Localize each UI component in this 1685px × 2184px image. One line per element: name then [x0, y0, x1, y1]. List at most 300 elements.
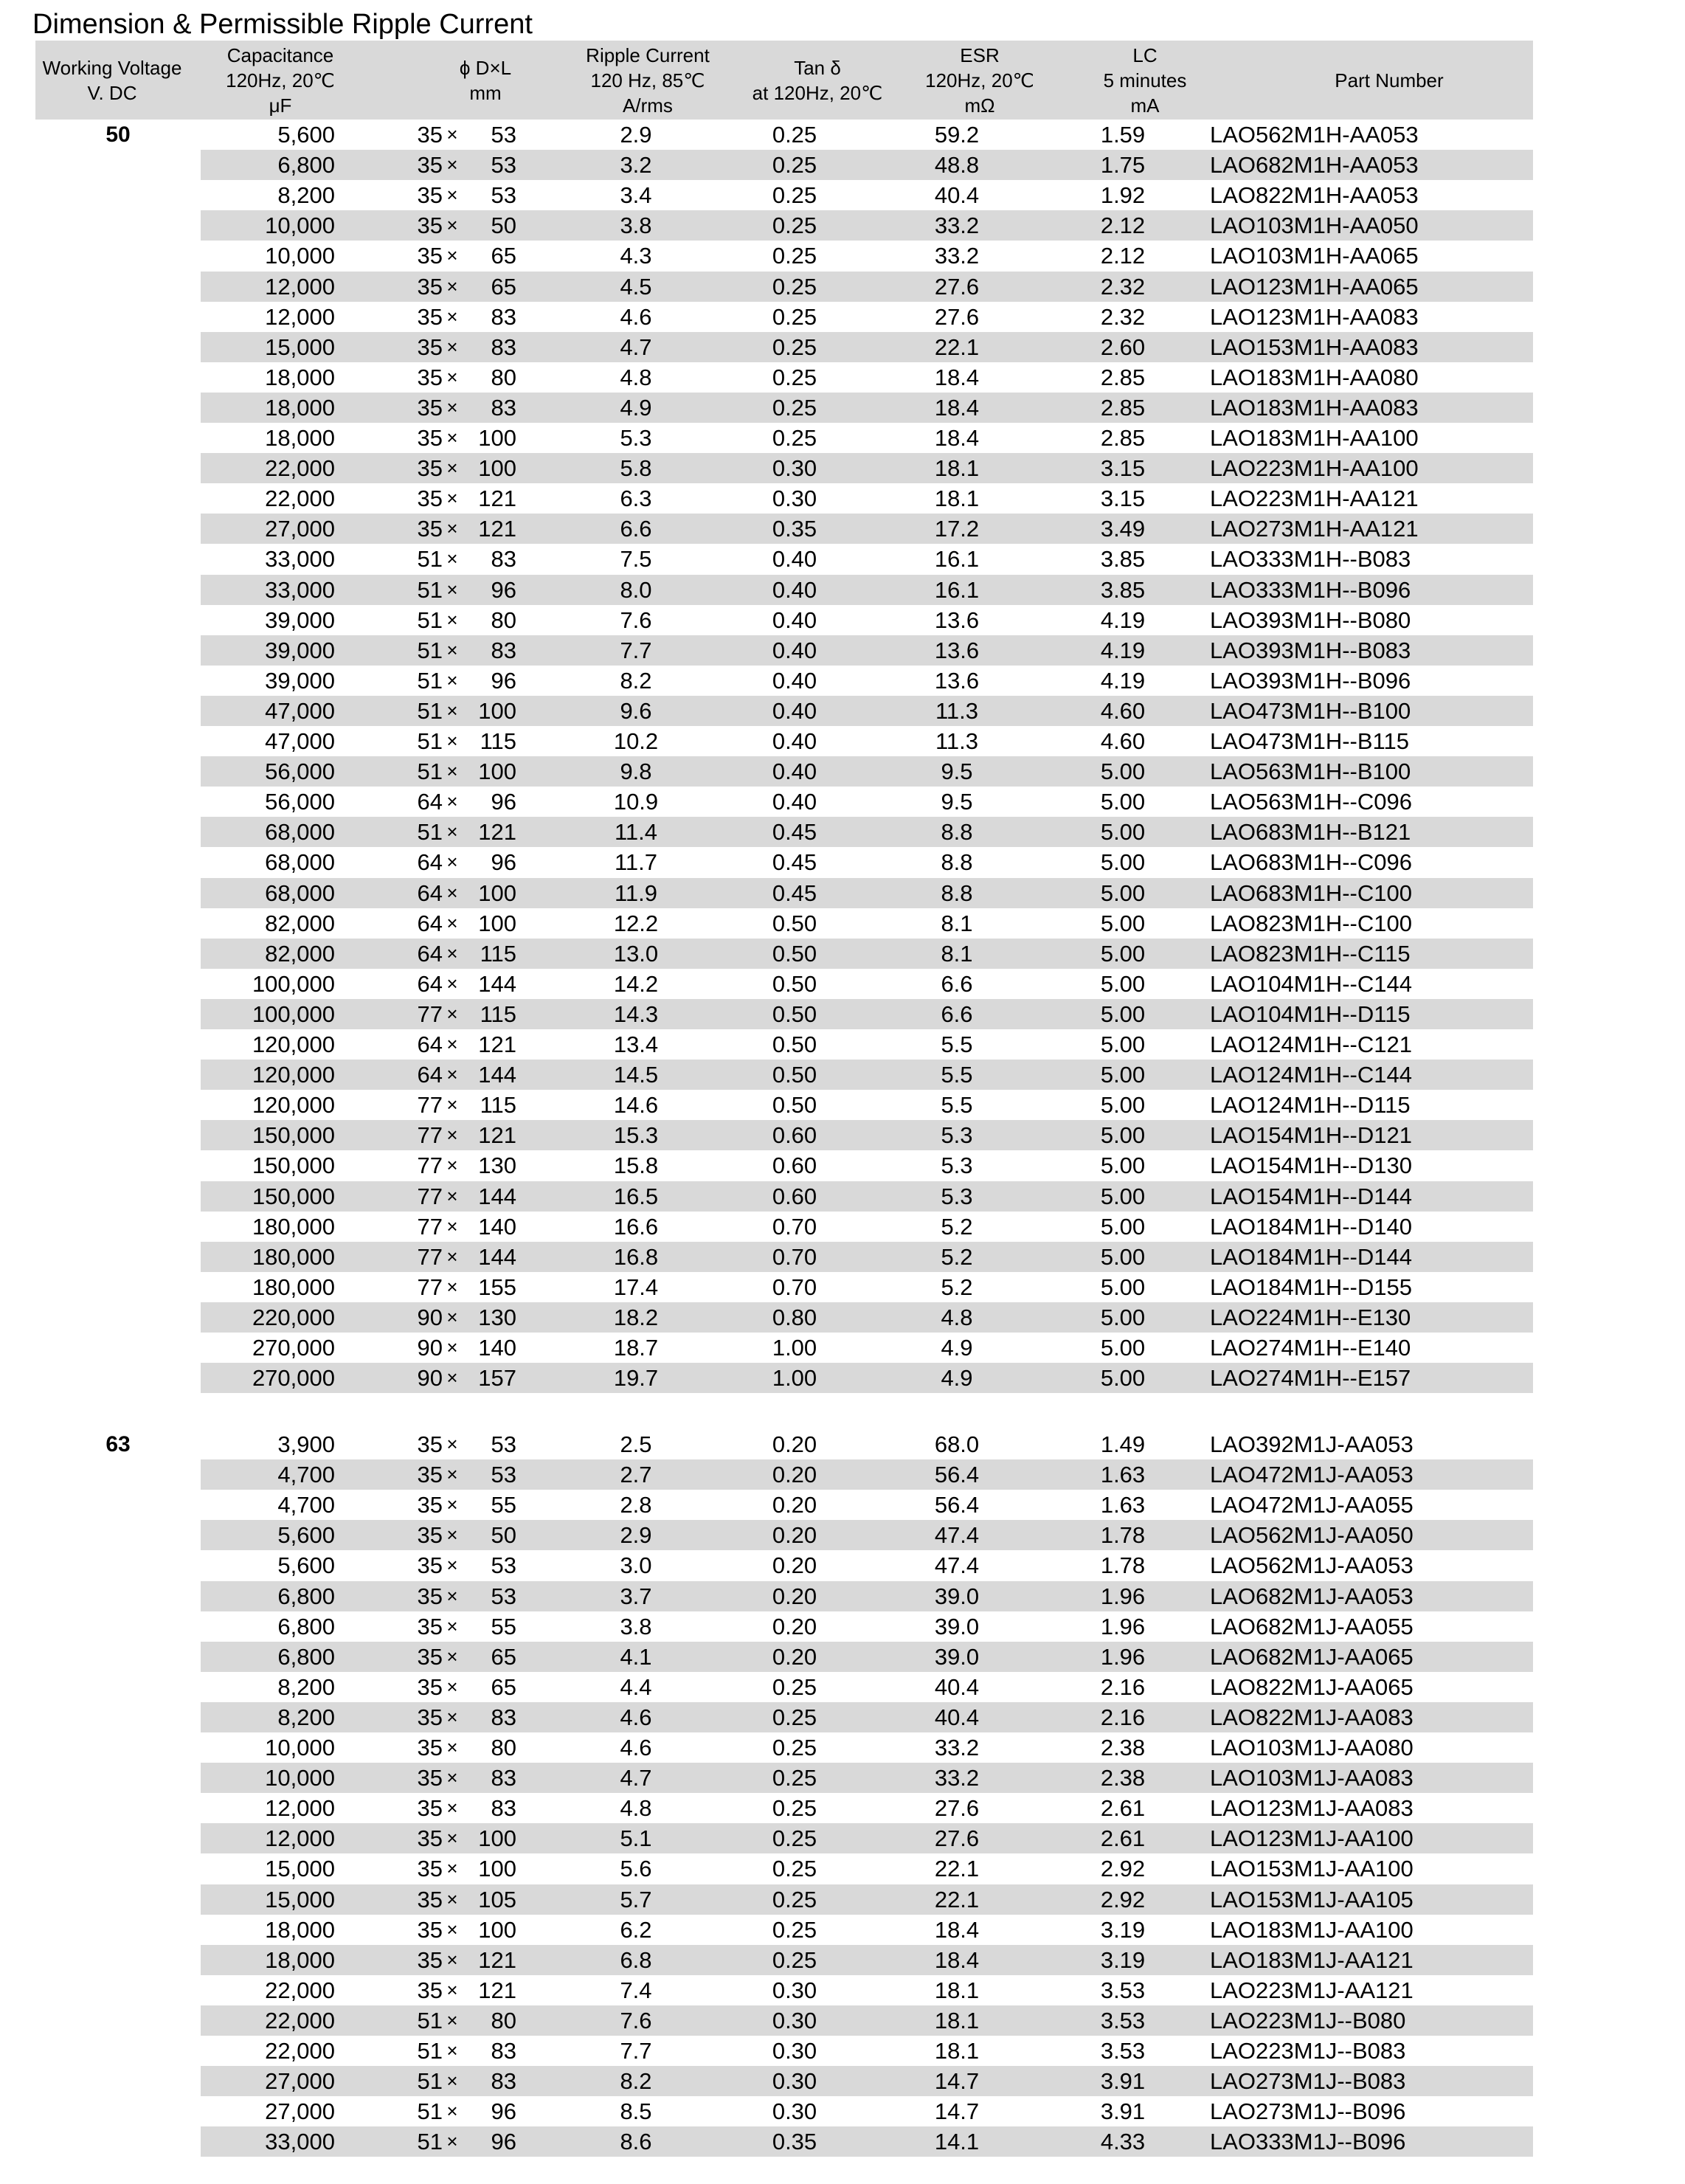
ripple-current-cell: 5.3: [620, 425, 652, 451]
esr-cell: 8.1: [941, 940, 973, 967]
tan-delta-cell: 0.40: [772, 607, 817, 633]
table-row: [201, 1150, 1533, 1181]
table-row: [201, 726, 1533, 756]
esr-cell: 5.2: [941, 1213, 973, 1240]
tan-delta-cell: 0.40: [772, 576, 817, 603]
part-number-cell: LAO154M1H--D121: [1210, 1122, 1412, 1149]
esr-cell: 4.9: [941, 1365, 973, 1392]
part-number-cell: LAO823M1H--C100: [1210, 910, 1412, 936]
ripple-current-cell: 3.8: [620, 212, 652, 239]
capacitance-cell: 8,200: [277, 1673, 335, 1700]
table-row: [201, 150, 1533, 180]
length-cell: 65: [491, 273, 516, 300]
esr-cell: 5.3: [941, 1153, 973, 1179]
table-row: [201, 332, 1533, 362]
page-title: Dimension & Permissible Ripple Current: [32, 9, 533, 40]
esr-cell: 33.2: [934, 1765, 980, 1791]
part-number-cell: LAO223M1H-AA121: [1210, 485, 1419, 512]
esr-cell: 27.6: [934, 273, 980, 300]
length-cell: 83: [491, 1704, 516, 1730]
length-cell: 157: [478, 1365, 516, 1392]
esr-cell: 14.1: [934, 2129, 980, 2155]
times-symbol: ×: [446, 1857, 458, 1880]
part-number-cell: LAO472M1J-AA055: [1210, 1492, 1414, 1518]
length-cell: 121: [478, 1977, 516, 2003]
header-line: Capacitance: [226, 44, 334, 66]
capacitance-cell: 220,000: [252, 1304, 335, 1330]
leakage-current-cell: 1.96: [1100, 1643, 1146, 1670]
leakage-current-cell: 1.63: [1100, 1462, 1146, 1488]
length-cell: 155: [478, 1274, 516, 1300]
esr-cell: 39.0: [934, 1613, 980, 1639]
esr-cell: 4.8: [941, 1304, 973, 1330]
leakage-current-cell: 5.00: [1100, 1274, 1146, 1300]
header-line: Part Number: [1335, 69, 1444, 91]
leakage-current-cell: 5.00: [1100, 1122, 1146, 1149]
ripple-current-cell: 14.2: [613, 970, 659, 997]
capacitance-cell: 5,600: [277, 1522, 335, 1549]
part-number-cell: LAO103M1J-AA080: [1210, 1735, 1414, 1760]
tan-delta-cell: 0.30: [772, 485, 817, 512]
length-cell: 100: [478, 880, 516, 906]
esr-cell: 48.8: [934, 152, 980, 179]
esr-cell: 16.1: [934, 546, 980, 573]
ripple-current-cell: 5.6: [620, 1856, 652, 1882]
table-row: [201, 999, 1533, 1029]
length-cell: 100: [478, 425, 516, 451]
working-voltage-label: 50: [105, 122, 131, 147]
header-line: mm: [469, 81, 502, 104]
table-row: [201, 514, 1533, 544]
part-number-cell: LAO103M1H-AA065: [1210, 243, 1419, 269]
part-number-cell: LAO154M1H--D130: [1210, 1153, 1412, 1179]
leakage-current-cell: 3.91: [1100, 2098, 1146, 2125]
length-cell: 80: [491, 2007, 516, 2033]
ripple-current-cell: 2.7: [620, 1462, 652, 1488]
diameter-cell: 35: [417, 1916, 443, 1943]
ripple-current-cell: 2.9: [620, 1522, 652, 1549]
tan-delta-cell: 0.20: [772, 1583, 817, 1609]
table-row: [201, 1272, 1533, 1302]
length-cell: 53: [491, 1583, 516, 1609]
ripple-current-cell: 15.3: [613, 1122, 659, 1149]
part-number-cell: LAO103M1H-AA050: [1210, 212, 1419, 239]
ripple-current-cell: 4.5: [620, 273, 652, 300]
ripple-current-cell: 4.7: [620, 1765, 652, 1791]
table-row: [201, 1581, 1533, 1611]
header-line: mA: [1130, 94, 1160, 117]
table-row: [201, 1212, 1533, 1242]
tan-delta-cell: 0.50: [772, 970, 817, 997]
leakage-current-cell: 2.38: [1100, 1765, 1146, 1791]
tan-delta-cell: 0.30: [772, 2068, 817, 2095]
capacitance-cell: 270,000: [252, 1365, 335, 1392]
capacitance-cell: 47,000: [265, 728, 335, 754]
times-symbol: ×: [446, 1154, 458, 1177]
capacitance-cell: 47,000: [265, 697, 335, 724]
esr-cell: 18.1: [934, 1977, 980, 2003]
capacitance-cell: 8,200: [277, 1704, 335, 1730]
tan-delta-cell: 0.60: [772, 1153, 817, 1179]
ripple-current-cell: 7.7: [620, 2038, 652, 2064]
header-line: Tan δ: [794, 56, 841, 79]
table-row: [201, 544, 1533, 574]
tan-delta-cell: 0.40: [772, 758, 817, 785]
times-symbol: ×: [446, 1336, 458, 1358]
tan-delta-cell: 0.25: [772, 425, 817, 451]
length-cell: 140: [478, 1213, 516, 1240]
diameter-cell: 51: [417, 637, 443, 663]
length-cell: 53: [491, 1431, 516, 1457]
times-symbol: ×: [446, 214, 458, 237]
ripple-current-cell: 6.8: [620, 1946, 652, 1973]
table-row: [201, 1884, 1533, 1915]
length-cell: 96: [491, 667, 516, 694]
tan-delta-cell: 0.20: [772, 1552, 817, 1579]
leakage-current-cell: 1.78: [1100, 1552, 1146, 1579]
part-number-cell: LAO183M1J-AA100: [1210, 1916, 1414, 1943]
capacitance-cell: 12,000: [265, 1795, 335, 1822]
length-cell: 80: [491, 364, 516, 390]
tan-delta-cell: 0.25: [772, 273, 817, 300]
capacitance-cell: 120,000: [252, 1062, 335, 1088]
leakage-current-cell: 1.92: [1100, 182, 1146, 209]
table-row: [201, 1363, 1533, 1393]
tan-delta-cell: 0.25: [772, 364, 817, 390]
leakage-current-cell: 4.19: [1100, 637, 1146, 663]
diameter-cell: 35: [417, 1765, 443, 1791]
leakage-current-cell: 2.16: [1100, 1704, 1146, 1730]
ripple-current-cell: 14.6: [613, 1092, 659, 1119]
esr-cell: 40.4: [934, 1673, 980, 1700]
times-symbol: ×: [446, 1524, 458, 1547]
tan-delta-cell: 0.60: [772, 1122, 817, 1149]
part-number-cell: LAO563M1H--C096: [1210, 789, 1412, 815]
table-row: [201, 635, 1533, 666]
header-line: 5 minutes: [1103, 69, 1187, 91]
tan-delta-cell: 0.45: [772, 849, 817, 876]
times-symbol: ×: [446, 1827, 458, 1850]
times-symbol: ×: [446, 1275, 458, 1298]
leakage-current-cell: 3.53: [1100, 2038, 1146, 2064]
times-symbol: ×: [446, 395, 458, 418]
length-cell: 100: [478, 1825, 516, 1852]
tan-delta-cell: 0.25: [772, 122, 817, 148]
capacitance-cell: 18,000: [265, 1946, 335, 1973]
leakage-current-cell: 2.32: [1100, 273, 1146, 300]
header-line: ϕ D×L: [459, 56, 512, 79]
length-cell: 83: [491, 1795, 516, 1822]
table-row: [201, 1915, 1533, 1945]
capacitance-cell: 100,000: [252, 1001, 335, 1027]
ripple-current-cell: 7.7: [620, 637, 652, 663]
table-row: [201, 393, 1533, 423]
tan-delta-cell: 1.00: [772, 1335, 817, 1361]
tan-delta-cell: 0.70: [772, 1213, 817, 1240]
capacitance-cell: 27,000: [265, 2068, 335, 2095]
tan-delta-cell: 0.25: [772, 1886, 817, 1912]
diameter-cell: 35: [417, 394, 443, 421]
times-symbol: ×: [446, 1245, 458, 1268]
tan-delta-cell: 0.20: [772, 1492, 817, 1518]
length-cell: 96: [491, 2098, 516, 2125]
ripple-current-cell: 4.6: [620, 1704, 652, 1730]
times-symbol: ×: [446, 608, 458, 631]
ripple-current-cell: 18.2: [613, 1304, 659, 1330]
leakage-current-cell: 5.00: [1100, 1304, 1146, 1330]
times-symbol: ×: [446, 1305, 458, 1328]
diameter-cell: 35: [417, 1492, 443, 1518]
table-row: [201, 1459, 1533, 1490]
header-line: Ripple Current: [586, 44, 710, 66]
part-number-cell: LAO562M1J-AA053: [1210, 1552, 1414, 1579]
diameter-cell: 64: [417, 970, 443, 997]
capacitance-cell: 10,000: [265, 212, 335, 239]
ripple-current-cell: 3.7: [620, 1583, 652, 1609]
tan-delta-cell: 0.25: [772, 1765, 817, 1791]
times-symbol: ×: [446, 1493, 458, 1516]
diameter-cell: 77: [417, 1274, 443, 1300]
capacitance-cell: 33,000: [265, 546, 335, 573]
length-cell: 65: [491, 1643, 516, 1670]
diameter-cell: 77: [417, 1001, 443, 1027]
tan-delta-cell: 0.40: [772, 637, 817, 663]
times-symbol: ×: [446, 244, 458, 267]
tan-delta-cell: 0.45: [772, 819, 817, 846]
capacitance-cell: 82,000: [265, 910, 335, 936]
times-symbol: ×: [446, 1887, 458, 1910]
times-symbol: ×: [446, 153, 458, 176]
tan-delta-cell: 0.25: [772, 152, 817, 179]
diameter-cell: 35: [417, 516, 443, 542]
capacitance-cell: 5,600: [277, 1552, 335, 1579]
times-symbol: ×: [446, 2008, 458, 2031]
leakage-current-cell: 5.00: [1100, 880, 1146, 906]
times-symbol: ×: [446, 730, 458, 752]
part-number-cell: LAO563M1H--B100: [1210, 758, 1411, 785]
capacitance-cell: 12,000: [265, 303, 335, 330]
part-number-cell: LAO183M1J-AA121: [1210, 1946, 1414, 1973]
esr-cell: 56.4: [934, 1492, 980, 1518]
esr-cell: 18.4: [934, 425, 980, 451]
tan-delta-cell: 0.30: [772, 2007, 817, 2033]
ripple-current-cell: 10.2: [613, 728, 659, 754]
length-cell: 65: [491, 1673, 516, 1700]
diameter-cell: 51: [417, 2098, 443, 2125]
diameter-cell: 90: [417, 1335, 443, 1361]
times-symbol: ×: [446, 1463, 458, 1486]
ripple-current-cell: 5.1: [620, 1825, 652, 1852]
length-cell: 83: [491, 394, 516, 421]
tan-delta-cell: 0.50: [772, 1062, 817, 1088]
length-cell: 140: [478, 1335, 516, 1361]
leakage-current-cell: 5.00: [1100, 1031, 1146, 1057]
table-row: [201, 1429, 1533, 1459]
capacitance-cell: 10,000: [265, 1765, 335, 1791]
diameter-cell: 35: [417, 455, 443, 482]
leakage-current-cell: 5.00: [1100, 1092, 1146, 1119]
esr-cell: 11.3: [935, 728, 979, 754]
capacitance-cell: 39,000: [265, 667, 335, 694]
part-number-cell: LAO473M1H--B115: [1210, 728, 1409, 754]
diameter-cell: 35: [417, 1522, 443, 1549]
tan-delta-cell: 0.30: [772, 2098, 817, 2125]
ripple-current-cell: 16.5: [613, 1183, 659, 1209]
part-number-cell: LAO274M1H--E140: [1210, 1335, 1411, 1361]
esr-cell: 22.1: [934, 334, 980, 360]
capacitance-cell: 15,000: [265, 1886, 335, 1912]
ripple-current-cell: 4.9: [620, 394, 652, 421]
tan-delta-cell: 0.30: [772, 455, 817, 482]
table-row: [201, 878, 1533, 908]
leakage-current-cell: 5.00: [1100, 970, 1146, 997]
capacitance-cell: 82,000: [265, 940, 335, 967]
diameter-cell: 35: [417, 1431, 443, 1457]
leakage-current-cell: 2.85: [1100, 364, 1146, 390]
ripple-current-cell: 7.5: [620, 546, 652, 573]
times-symbol: ×: [446, 578, 458, 601]
leakage-current-cell: 5.00: [1100, 1062, 1146, 1088]
times-symbol: ×: [446, 881, 458, 904]
capacitance-cell: 180,000: [252, 1213, 335, 1240]
ripple-current-cell: 18.7: [613, 1335, 659, 1361]
length-cell: 144: [478, 1183, 516, 1209]
times-symbol: ×: [446, 1705, 458, 1728]
esr-cell: 5.3: [941, 1183, 973, 1209]
tan-delta-cell: 0.40: [772, 546, 817, 573]
esr-cell: 17.2: [934, 516, 980, 542]
capacitance-cell: 56,000: [265, 789, 335, 815]
leakage-current-cell: 2.85: [1100, 425, 1146, 451]
esr-cell: 14.7: [934, 2098, 980, 2125]
capacitance-cell: 4,700: [277, 1462, 335, 1488]
part-number-cell: LAO183M1H-AA083: [1210, 394, 1419, 421]
leakage-current-cell: 5.00: [1100, 1153, 1146, 1179]
esr-cell: 8.1: [941, 910, 973, 936]
table-row: [201, 817, 1533, 847]
table-row: [201, 605, 1533, 635]
diameter-cell: 35: [417, 1613, 443, 1639]
table-row: [201, 1181, 1533, 1212]
times-symbol: ×: [446, 517, 458, 540]
part-number-cell: LAO472M1J-AA053: [1210, 1462, 1414, 1488]
diameter-cell: 51: [417, 758, 443, 785]
times-symbol: ×: [446, 1614, 458, 1637]
times-symbol: ×: [446, 1002, 458, 1025]
tan-delta-cell: 0.25: [772, 334, 817, 360]
part-number-cell: LAO154M1H--D144: [1210, 1183, 1412, 1209]
diameter-cell: 51: [417, 819, 443, 846]
leakage-current-cell: 5.00: [1100, 1365, 1146, 1392]
leakage-current-cell: 2.16: [1100, 1673, 1146, 1700]
header-line: ESR: [960, 44, 1000, 66]
times-symbol: ×: [446, 1584, 458, 1607]
part-number-cell: LAO333M1J--B096: [1210, 2129, 1406, 2155]
tan-delta-cell: 0.20: [772, 1522, 817, 1549]
length-cell: 144: [478, 1062, 516, 1088]
times-symbol: ×: [446, 1918, 458, 1941]
length-cell: 50: [491, 1522, 516, 1549]
leakage-current-cell: 2.60: [1100, 334, 1146, 360]
part-number-cell: LAO822M1J-AA083: [1210, 1704, 1414, 1730]
length-cell: 100: [478, 758, 516, 785]
part-number-cell: LAO393M1H--B080: [1210, 607, 1411, 633]
times-symbol: ×: [446, 1645, 458, 1668]
leakage-current-cell: 3.19: [1100, 1916, 1146, 1943]
diameter-cell: 51: [417, 2007, 443, 2033]
times-symbol: ×: [446, 1675, 458, 1698]
esr-cell: 8.8: [941, 849, 973, 876]
tan-delta-cell: 0.70: [772, 1274, 817, 1300]
diameter-cell: 35: [417, 1946, 443, 1973]
diameter-cell: 35: [417, 243, 443, 269]
esr-cell: 40.4: [934, 182, 980, 209]
header-line: mΩ: [964, 94, 995, 117]
ripple-current-cell: 4.7: [620, 334, 652, 360]
diameter-cell: 35: [417, 273, 443, 300]
diameter-cell: 35: [417, 152, 443, 179]
part-number-cell: LAO123M1H-AA065: [1210, 273, 1419, 300]
length-cell: 96: [491, 849, 516, 876]
ripple-current-cell: 16.8: [613, 1243, 659, 1270]
diameter-cell: 35: [417, 303, 443, 330]
ripple-current-cell: 8.6: [620, 2129, 652, 2155]
length-cell: 80: [491, 607, 516, 633]
diameter-cell: 35: [417, 1886, 443, 1912]
table-row: [201, 272, 1533, 302]
ripple-current-cell: 4.3: [620, 243, 652, 269]
tan-delta-cell: 0.40: [772, 697, 817, 724]
part-number-cell: LAO682M1J-AA053: [1210, 1583, 1414, 1609]
capacitance-cell: 18,000: [265, 425, 335, 451]
esr-cell: 47.4: [934, 1552, 980, 1579]
table-row: [201, 1302, 1533, 1333]
part-number-cell: LAO123M1H-AA083: [1210, 303, 1419, 330]
times-symbol: ×: [446, 487, 458, 510]
length-cell: 55: [491, 1492, 516, 1518]
esr-cell: 22.1: [934, 1856, 980, 1882]
times-symbol: ×: [446, 2130, 458, 2153]
table-row: [201, 1490, 1533, 1520]
times-symbol: ×: [446, 699, 458, 722]
esr-cell: 18.4: [934, 394, 980, 421]
part-number-cell: LAO393M1H--B083: [1210, 637, 1411, 663]
leakage-current-cell: 3.49: [1100, 516, 1146, 542]
diameter-cell: 35: [417, 1735, 443, 1760]
length-cell: 65: [491, 243, 516, 269]
capacitance-cell: 68,000: [265, 880, 335, 906]
times-symbol: ×: [446, 1033, 458, 1055]
capacitance-cell: 18,000: [265, 364, 335, 390]
esr-cell: 56.4: [934, 1462, 980, 1488]
leakage-current-cell: 2.92: [1100, 1856, 1146, 1882]
times-symbol: ×: [446, 911, 458, 934]
diameter-cell: 90: [417, 1304, 443, 1330]
part-number-cell: LAO184M1H--D144: [1210, 1243, 1412, 1270]
tan-delta-cell: 0.35: [772, 516, 817, 542]
header-line: Working Voltage: [42, 56, 182, 79]
capacitance-cell: 270,000: [252, 1335, 335, 1361]
length-cell: 115: [480, 1001, 516, 1027]
part-number-cell: LAO124M1H--D115: [1210, 1092, 1411, 1119]
part-number-cell: LAO473M1H--B100: [1210, 697, 1411, 724]
leakage-current-cell: 4.19: [1100, 667, 1146, 694]
capacitance-cell: 68,000: [265, 819, 335, 846]
table-row: [201, 210, 1533, 241]
leakage-current-cell: 1.78: [1100, 1522, 1146, 1549]
leakage-current-cell: 2.32: [1100, 303, 1146, 330]
esr-cell: 39.0: [934, 1583, 980, 1609]
